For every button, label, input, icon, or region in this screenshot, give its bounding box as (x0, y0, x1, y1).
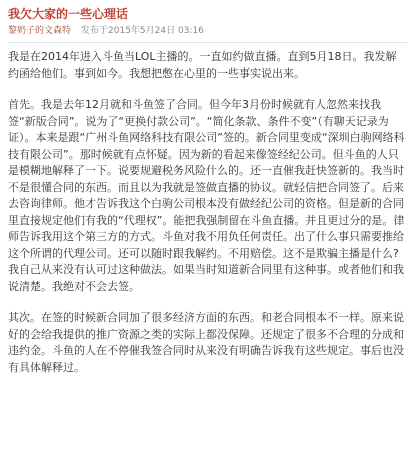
publish-date: 发布于2015年5月24日 03:16 (81, 26, 204, 36)
paragraph: 其次。在签的时候新合同加了很多经济方面的东西。和老合同根本不一样。原来说好的会给我提供的推广资源之类的实际上都没保障。还规定了很多不合理的分成和违约金。斗鱼的人在不停催我签合同时从来没有明确告诉我有这些规定。事后也没有具体解释过。 (8, 311, 404, 374)
post-title: 我欠大家的一些心理话 (8, 7, 129, 21)
paragraph: 我是在2014年进入斗鱼当LOL主播的。一直如约做直播。直到5月18日。我发解约函给他们。事到如今。我想把憋在心里的一些事实说出来。 (8, 50, 397, 80)
post-meta (8, 25, 407, 38)
author-link[interactable]: 黎奶子的文森特 (8, 26, 72, 36)
paragraph: 首先。我是去年12月就和斗鱼签了合同。但今年3月份时候就有人忽然来找我签“新版合同”。说为了“更换付款公司”。“简化条款、条件不变”（有聊天记录为证）。本来是跟“广州斗鱼网络科技有限公司”签的。新合同里变成“深圳白驹网络科技有限公司”。那时候就有点怀疑。因为新的看起来像签经纪公司。但斗鱼的人只是模糊地解释了一下。说要规避税务风险什么的。还一直催我赶快签新的。我当时不是很懂合同的东西。而且以为我就是签做直播的协议。就轻信把合同签了。后来去咨询律师。他才告诉我这个白驹公司根本没有做经纪公司的资格。但是新的合同里直接规定他们有我的“代理权”。能把我强制留在斗鱼直播。并且更过分的是。律师告诉我用这个第三方的方式。斗鱼对我不用负任何责任。出了什么事只需要推给这个所谓的代理公司。还可以随时跟我解约。不用赔偿。这不是欺骗主播是什么?我自己从来没有认可过这种做法。如果当时知道新合同里有这种事。或者他们和我说清楚。我绝对不会去签。 (8, 98, 405, 293)
divider (8, 42, 407, 43)
post-content (8, 49, 407, 376)
